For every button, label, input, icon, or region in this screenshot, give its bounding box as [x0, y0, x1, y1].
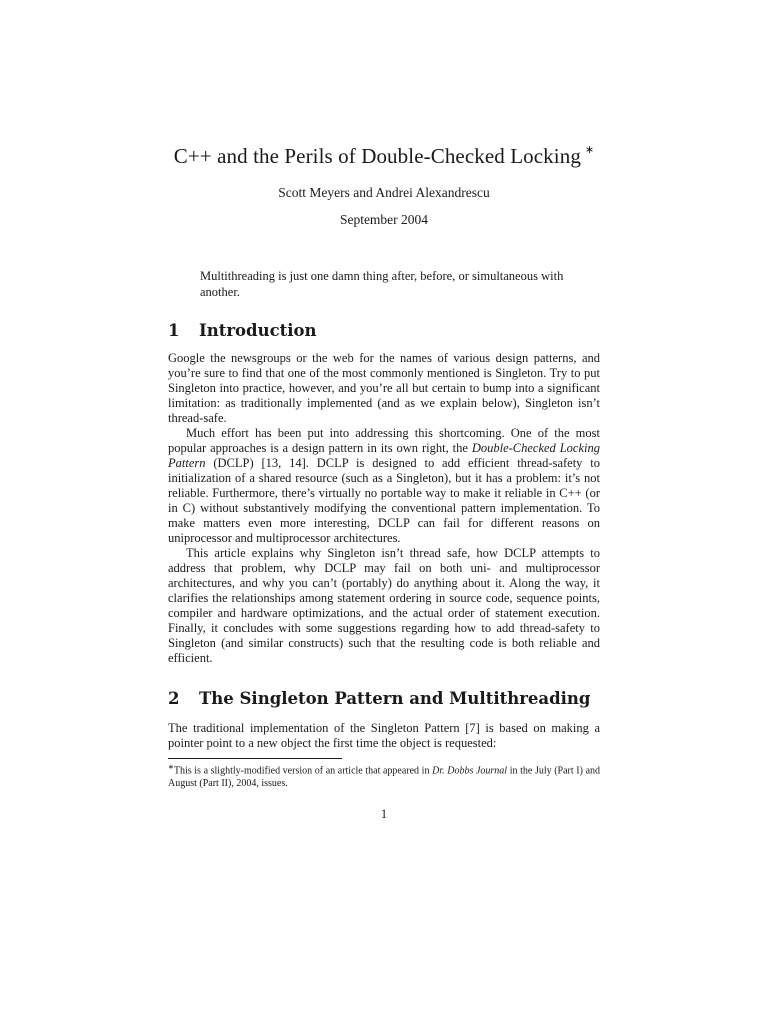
footnote [168, 761, 600, 790]
dclp-emphasis: Double-Checked Locking Pattern [168, 441, 600, 470]
footnote-text: This is a slightly-modified version of an article that appeared in [173, 765, 433, 777]
title-block [0, 140, 768, 229]
paper-title [0, 140, 768, 168]
section-body-singleton [168, 721, 600, 751]
footnote-journal: Dr. Dobbs Journal [432, 765, 508, 777]
paragraph: The traditional implementation of the Singleton Pattern [7] is based on making a pointer point to a new object the first time the object is requested: [168, 721, 600, 750]
section-title: Introduction [199, 321, 317, 340]
footnote-text: in the July (Part I) and August (Part II), 2004, issues. [168, 765, 601, 790]
page-number: 1 [380, 807, 388, 821]
epigraph: Multithreading is just one damn thing after, before, or simultaneous with another. [200, 269, 564, 299]
title-footnote-mark: ∗ [584, 144, 595, 156]
section-body-introduction [168, 351, 600, 666]
footnote-rule [168, 758, 342, 759]
paragraph: Google the newsgroups or the web for the names of various design patterns, and you’re sure to find that one of the most commonly mentioned is Singleton. Try to put Singleton into practice, however, and you’re all but certain to bump into a significant limitation: as traditionally implemented (and as we explain below), Singleton isn’t thread-safe. [168, 351, 600, 425]
section-heading-introduction [168, 321, 317, 341]
section-number: 1 [168, 321, 180, 340]
publication-date: September 2004 [339, 212, 429, 227]
paragraph: This article explains why Singleton isn’t thread safe, how DCLP attempts to address that problem, why DCLP may fail on both uni- and multiprocessor architectures, and why you can’t (portably) do anything about it. Along the way, it clarifies the relationships among statement ordering in source code, sequence points, compiler and hardware optimizations, and the actual order of statement execution. Finally, it concludes with some suggestions regarding how to add thread-safety to Singleton (and similar constructs) such that the resulting code is both reliable and efficient. [168, 546, 600, 665]
paper-title-text: C++ and the Perils of Double-Checked Locking [173, 144, 581, 168]
paragraph-text: (DCLP) [13, 14]. DCLP is designed to add efficient thread-safety to initialization of a shared resource (such as a Singleton), but it has a problem: it’s not reliable. Furthermore, there’s virtually no portable way to make it reliable in C++ (or in C) without substantively modifying the conventional pattern implementation. To make matters even more interesting, DCLP can fail for different reasons on uniprocessor and multiprocessor architectures. [168, 456, 600, 545]
section-title: The Singleton Pattern and Multithreading [199, 689, 591, 708]
section-heading-singleton [168, 689, 590, 709]
paragraph [168, 426, 600, 546]
footnote-mark: ∗ [168, 763, 174, 771]
paragraph-text: Much effort has been put into addressing this shortcoming. One of the most popular approaches is a design pattern in its own right, the [168, 426, 600, 455]
section-number: 2 [168, 689, 180, 708]
authors: Scott Meyers and Andrei Alexandrescu [278, 185, 490, 200]
